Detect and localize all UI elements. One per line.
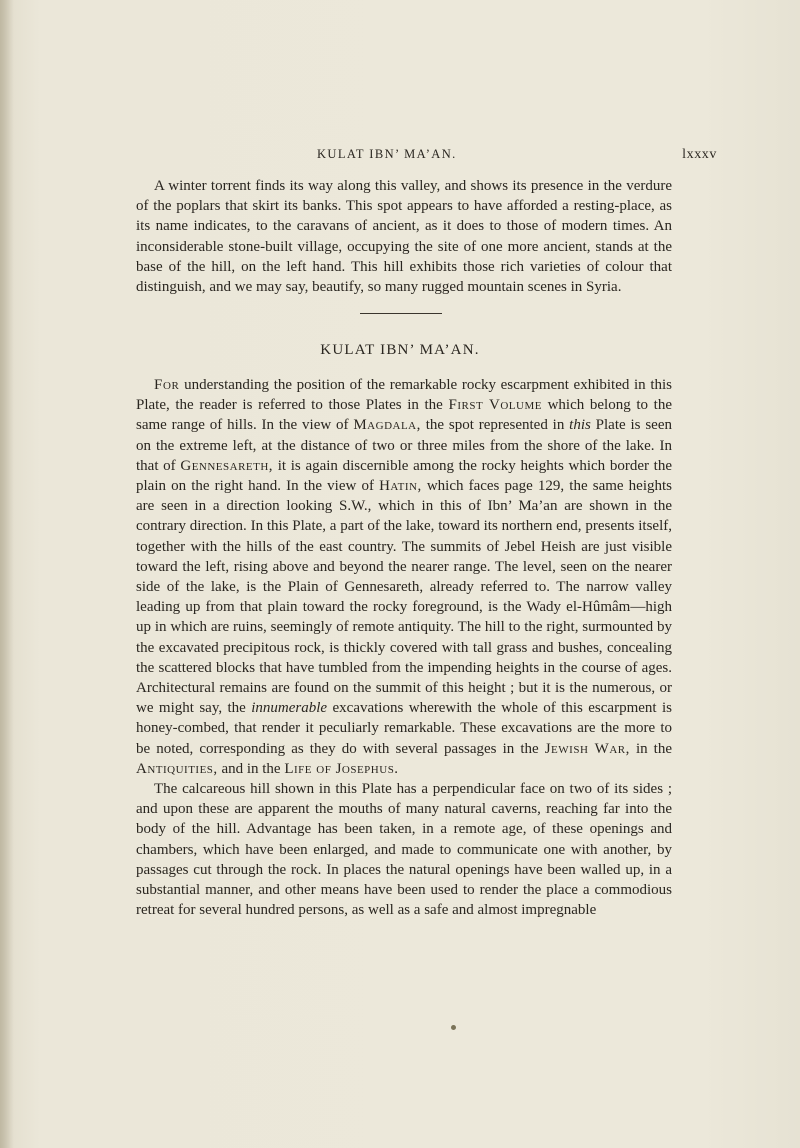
drop-lead-word: For xyxy=(154,377,180,393)
body-paragraph-2: The calcareous hill shown in this Plate has a perpendicular face on two of its sides ; and upon these are apparent the mouths of many natural caverns, reaching far into the body of the hill. Advantage has been taken, in a remote age, of these openings and chambers, which have been enlarged, and made to communicate one with another, by passages cut through the rock. In places the natural openings have been walled up, in a substantial manner, and other means have been used to render the place a commodious retreat for several hundred persons, as well as a safe and almost impregnable xyxy=(136,781,672,919)
section-divider xyxy=(360,313,442,314)
binding-gutter-shadow xyxy=(0,0,14,1148)
text-run: Plate is seen on the extreme left, at the distance of two or three miles from the shore of the lake. In that of xyxy=(136,417,672,474)
small-caps-ref: Gennesareth, xyxy=(180,457,274,474)
small-caps-ref: Magdala, xyxy=(353,417,421,434)
text-run: the spot represented in xyxy=(420,417,570,434)
intro-text xyxy=(136,176,672,297)
small-caps-ref: Hatin, xyxy=(379,478,422,495)
text-run: understanding the position of the remarkable rocky escarpment exhibited in this Plate, the reader is referred to those Plates in the xyxy=(136,377,672,414)
page-number: lxxxv xyxy=(682,147,717,162)
body-text xyxy=(136,375,672,920)
text-run: excavations wherewith the whole of this escarpment is honey-combed, that render it peculiarly remarkable. These excavations are the more to be noted, corresponding as they do with several passages in the xyxy=(136,700,672,757)
text-run: in the xyxy=(629,740,672,757)
small-caps-ref: Antiquities, xyxy=(136,760,218,777)
italic-word: innumerable xyxy=(251,700,328,717)
small-caps-ref: Jewish War, xyxy=(544,740,630,757)
body-paragraph-1 xyxy=(136,375,672,779)
text-run: and in the xyxy=(217,760,285,777)
text-run: which belong to the same range of hills. In the view of xyxy=(136,397,672,434)
text-run: which faces page 129, the same heights are seen in a direction looking S.W., which in this of Ibn’ Ma’an are shown in the contrary direction. In this Plate, a part of the lake, toward its northern end, presents itself, together with the hills of the east country. The summits of Jebel Heish are just visible toward the left, rising above and beyond the nearer range. The level, seen on the nearer side of the lake, is the Plain of Gennesareth, already referred to. The narrow valley leading up from that plain toward the rocky foreground, is the Wady el-Hûmâm—high up in which are ruins, seemingly of remote antiquity. The hill to the right, surmounted by the excavated precipitous rock, is thickly covered with tall grass and bushes, concealing the scattered blocks that have tumbled from the impending heights in the course of ages. Architectural remains are found on the summit of this height ; but it is the numerous, or we might say, the xyxy=(136,478,673,717)
running-header xyxy=(317,147,717,167)
italic-word: this xyxy=(569,417,591,434)
running-title: KULAT IBN’ MA’AN. xyxy=(317,147,457,161)
small-caps-ref: Life of Josephus. xyxy=(284,760,399,777)
section-heading: KULAT IBN’ MA’AN. xyxy=(320,342,480,358)
small-caps-ref: First Volume xyxy=(448,397,542,414)
paper-speck xyxy=(451,1025,456,1030)
intro-paragraph: A winter torrent finds its way along this valley, and shows its presence in the verdure of the poplars that skirt its banks. This spot appears to have afforded a resting-place, as its name indicates, to the caravans of ancient, as it does to those of modern times. An inconsiderable stone-built village, occupying the site of one more ancient, stands at the base of the hill, on the left hand. This hill exhibits those rich varieties of colour that distinguish, and we may say, beautify, so many rugged mountain scenes in Syria. xyxy=(136,178,672,296)
text-run: it is again discernible among the rocky heights which border the plain on the right hand. In the view of xyxy=(136,457,672,495)
